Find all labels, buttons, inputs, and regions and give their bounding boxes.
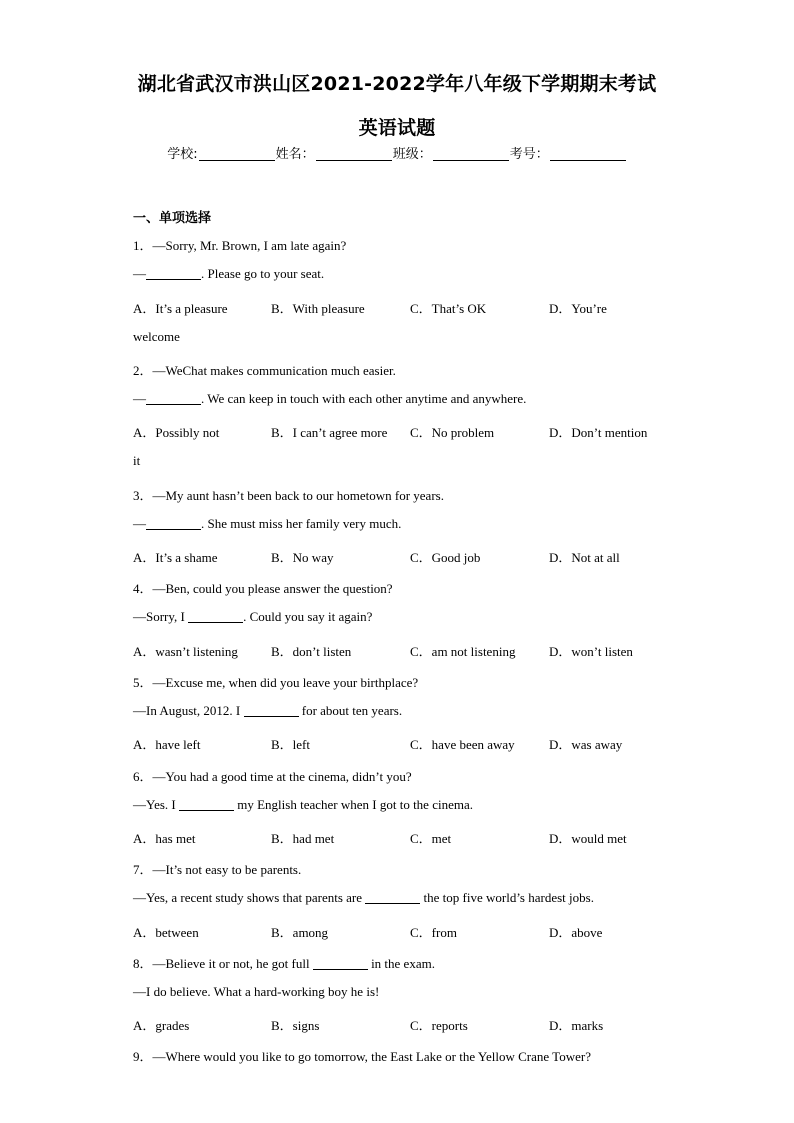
option-a: A．wasn’t listening [133, 644, 238, 659]
answer-blank [146, 392, 201, 405]
answer-blank [313, 957, 368, 970]
exam-number-label: 考号： [509, 147, 549, 162]
option-b: B．With pleasure [271, 301, 365, 316]
option-d: D．was away [549, 737, 623, 752]
answer-blank [146, 267, 201, 280]
name-label: 姓名： [275, 147, 315, 162]
option-d: D．won’t listen [549, 644, 633, 659]
option-c: C．No problem [410, 425, 495, 440]
option-d: D．marks [549, 1018, 604, 1033]
option-continuation: welcome [133, 329, 180, 344]
option-d: D．above [549, 925, 603, 940]
option-d: D．You’re [549, 301, 607, 316]
answer-blank [179, 798, 234, 811]
section-title: 一、单项选择 [133, 211, 212, 226]
question-prompt: 1．—Sorry, Mr. Brown, I am late again? [133, 238, 347, 253]
class-label: 班级： [392, 147, 432, 162]
option-d: D．Not at all [549, 550, 620, 565]
option-c: C．am not listening [410, 644, 516, 659]
option-a: A．It’s a pleasure [133, 301, 228, 316]
option-continuation: it [133, 453, 141, 468]
option-c: C．Good job [410, 550, 481, 565]
option-a: A．grades [133, 1018, 190, 1033]
option-c: C．have been away [410, 737, 515, 752]
question-response: —Yes, a recent study shows that parents are the top five world’s hardest jobs. [133, 890, 594, 905]
name-blank [316, 146, 392, 161]
option-c: C．reports [410, 1018, 468, 1033]
question-response: — . Please go to your seat. [133, 266, 325, 281]
question-response: —Yes. I my English teacher when I got to the cinema. [133, 797, 473, 812]
answer-blank [244, 704, 299, 717]
question-prompt: 5．—Excuse me, when did you leave your birthplace? [133, 675, 419, 690]
option-b: B．had met [271, 831, 335, 846]
option-a: A．It’s a shame [133, 550, 218, 565]
class-blank [433, 146, 509, 161]
option-a: A．Possibly not [133, 425, 220, 440]
answer-blank [146, 517, 201, 530]
option-a: A．between [133, 925, 199, 940]
question-prompt: 7．—It’s not easy to be parents. [133, 862, 302, 877]
exam-subtitle: 英语试题 [358, 117, 436, 139]
option-d: D．Don’t mention [549, 425, 648, 440]
option-b: B．signs [271, 1018, 320, 1033]
question-response: — . We can keep in touch with each other anytime and anywhere. [133, 391, 527, 406]
option-b: B．left [271, 737, 310, 752]
question-prompt: 6．—You had a good time at the cinema, didn’t you? [133, 769, 412, 784]
question-prompt: 2．—WeChat makes communication much easier. [133, 363, 396, 378]
question-response: —Sorry, I . Could you say it again? [133, 609, 373, 624]
exam-title: 湖北省武汉市洪山区2021-2022学年八年级下学期期末考试 [137, 73, 657, 95]
question-prompt: 9．—Where would you like to go tomorrow, the East Lake or the Yellow Crane Tower? [133, 1049, 591, 1064]
option-c: C．met [410, 831, 452, 846]
question-response: —In August, 2012. I for about ten years. [133, 703, 403, 718]
question-response: — . She must miss her family very much. [133, 516, 402, 531]
option-b: B．don’t listen [271, 644, 352, 659]
question-prompt: 3．—My aunt hasn’t been back to our hometown for years. [133, 488, 444, 503]
option-a: A．has met [133, 831, 196, 846]
exam-number-blank [550, 146, 626, 161]
option-c: C．from [410, 925, 457, 940]
option-c: C．That’s OK [410, 301, 487, 316]
option-a: A．have left [133, 737, 201, 752]
student-info-line [0, 143, 794, 162]
option-b: B．I can’t agree more [271, 425, 388, 440]
school-label: 学校: [167, 147, 198, 162]
question-response: —I do believe. What a hard-working boy he is! [133, 984, 380, 999]
option-b: B．No way [271, 550, 334, 565]
answer-blank [365, 891, 420, 904]
school-blank [199, 146, 275, 161]
question-prompt: 8．—Believe it or not, he got full in the exam. [133, 956, 435, 971]
answer-blank [188, 610, 243, 623]
option-d: D．would met [549, 831, 627, 846]
option-b: B．among [271, 925, 329, 940]
question-prompt: 4．—Ben, could you please answer the question? [133, 581, 393, 596]
